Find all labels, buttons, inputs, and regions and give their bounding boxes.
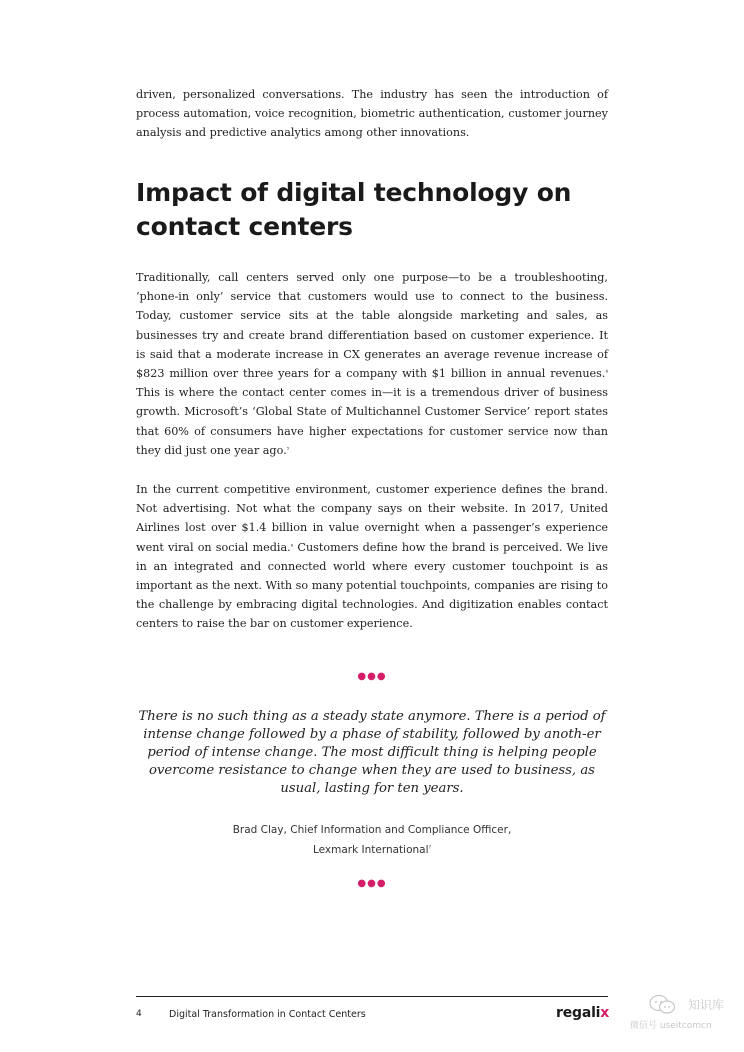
attribution-line-1: Brad Clay, Chief Information and Compliance Officer,	[232, 824, 512, 836]
quote-attribution	[136, 820, 608, 860]
body-paragraph-2	[136, 480, 608, 634]
paragraph-2-text-b: Customers define how the brand is perceived. We live in an integrated and connected world where every customer touchpoint is as important as the next. With so many potential touchpoints, companies are rising to the challenge by embracing digital technologies. And digitization enables contact centers to raise the bar on customer experience.	[136, 540, 608, 631]
watermark-title: 知识库	[688, 998, 725, 1012]
paragraph-2-text-a: In the current competitive environment, customer experience defines the brand. Not advertising. Not what the company says on their website. In 2017, United Airlines lost over $1.4 billion in value overnight when a passenger’s experience went viral on social media.	[136, 483, 608, 554]
paragraph-1-text-b: This is where the contact center comes in—it is a tremendous driver of business growth. Microsoft’s ‘Global State of Multichannel Customer Service’ report states that 60% of consumers have higher expectations for customer service now than they did just one year ago.	[136, 386, 608, 457]
intro-paragraph: driven, personalized conversations. The industry has seen the introduction of process automation, voice recognition, biometric authentication, customer journey analysis and predictive analytics among other innovations.	[136, 88, 608, 140]
regalix-logo	[556, 1005, 609, 1021]
footnote-ref-4: 4	[605, 368, 608, 374]
footnote-ref-7: 7	[428, 844, 432, 850]
body-paragraph-1	[136, 268, 608, 460]
wechat-icon	[648, 994, 678, 1016]
section-heading: Impact of digital technology on contact centers	[136, 178, 572, 241]
logo-accent-text: x	[600, 1005, 610, 1021]
footnote-ref-6: 6	[290, 541, 294, 547]
watermark-subtitle: 微信号 useitcomcn	[630, 1021, 712, 1031]
logo-main-text: regali	[556, 1005, 601, 1021]
paragraph-1-text-a: Traditionally, call centers served only one purpose—to be a troubleshooting, ‘phone-in only’ service that customers would use to connect to the business. Today, customer service sits at the table alongside marketing and sales, as businesses try and create brand differentiation based on customer experience. It is said that a moderate increase in CX generates an average revenue increase of $823 million over three years for a company with $1 billion in annual revenues.	[136, 271, 608, 381]
pull-quote: There is no such thing as a steady state anymore. There is a period of intense change followed by a phase of stability, followed by anoth-er period of intense change. The most difficult thing is helping people overcome resistance to change when they are used to business, as usual, lasting for ten years.	[138, 709, 606, 796]
footer-rule	[136, 996, 608, 997]
footnote-ref-5: 5	[286, 445, 290, 451]
footer-title: Digital Transformation in Contact Centers	[169, 1009, 366, 1020]
watermark	[630, 994, 740, 1034]
page-number: 4	[136, 1009, 142, 1019]
divider-dots-top: ●●●	[357, 671, 387, 682]
divider-dots-bottom: ●●●	[357, 878, 387, 889]
attribution-line-2: Lexmark International	[312, 844, 429, 856]
